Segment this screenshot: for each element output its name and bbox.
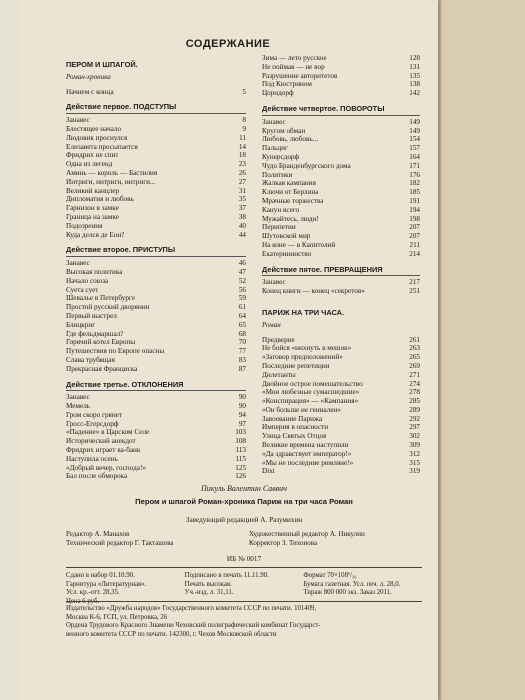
toc-entry-page: 154 bbox=[409, 135, 420, 144]
toc-entry-page: 315 bbox=[409, 458, 420, 467]
toc-entry-title: Ключи от Берлина bbox=[262, 188, 319, 197]
toc-entry bbox=[262, 415, 420, 424]
toc-entry-page: 64 bbox=[238, 311, 246, 320]
toc-entry bbox=[262, 162, 420, 171]
editorial-credits bbox=[66, 530, 422, 548]
toc-entry-page: 278 bbox=[409, 388, 420, 397]
toc-entry-title: Любовь, любовь... bbox=[262, 135, 319, 144]
work-subtitle: Роман bbox=[262, 320, 281, 329]
toc-entry-page: 128 bbox=[409, 54, 420, 62]
toc-entry-page: 27 bbox=[238, 177, 246, 186]
toc-entry-page: 198 bbox=[409, 214, 420, 223]
toc-entry bbox=[262, 423, 420, 432]
print-detail: Гарнитура «Литературная». bbox=[66, 580, 147, 588]
chief-editor: Заведующий редакцией А. Разумихин bbox=[185, 516, 303, 524]
toc-entry-title: Цорндорф bbox=[262, 89, 294, 98]
toc-entry-title: Занавес bbox=[66, 116, 90, 125]
toc-entry bbox=[66, 125, 246, 134]
toc-entry bbox=[262, 353, 420, 362]
toc-entry-page: 31 bbox=[238, 186, 246, 195]
toc-entry-page: 176 bbox=[409, 170, 420, 179]
toc-entry-page: 52 bbox=[238, 276, 246, 285]
author-name: Пикуль Валентин Саввич bbox=[201, 484, 287, 493]
toc-entry-page: 142 bbox=[409, 89, 420, 98]
toc-entry-title: Не поймав — не вор bbox=[262, 62, 325, 71]
toc-entry-title: Канун всего bbox=[262, 205, 300, 214]
toc-entry-title: Кунерсдорф bbox=[262, 152, 300, 161]
toc-entry bbox=[66, 365, 246, 374]
toc-entry-page: 47 bbox=[238, 267, 246, 276]
toc-entry-title: Прекрасная Франциска bbox=[66, 364, 138, 373]
toc-entry-page: 182 bbox=[409, 179, 420, 188]
toc-entry-title: Фридрих не спит bbox=[66, 151, 119, 160]
toc-entry-title: Аминь — король — Бастилия bbox=[66, 168, 158, 177]
toc-entry-title: Гарнизон в замке bbox=[66, 204, 119, 213]
toc-entry-title: Политики bbox=[262, 170, 293, 179]
toc-entry bbox=[66, 151, 246, 160]
book-page bbox=[18, 0, 438, 700]
toc-entry-title: Елизавета просыпается bbox=[66, 142, 138, 151]
print-detail: Подписано в печать 11.11.90. bbox=[184, 572, 269, 579]
toc-entry-title: Двойное острое помешательство bbox=[262, 379, 363, 388]
toc-entry-page: 211 bbox=[409, 240, 420, 249]
toc-entry-page: 94 bbox=[238, 410, 246, 419]
toc-entry bbox=[66, 294, 246, 303]
toc-entry bbox=[66, 88, 246, 97]
work-title: ПЕРОМ И ШПАГОЙ. bbox=[66, 60, 138, 69]
toc-entry-title: Улица Святых Отцов bbox=[262, 432, 327, 441]
toc-entry-page: 115 bbox=[235, 454, 246, 463]
toc-entry-page: 70 bbox=[238, 338, 246, 347]
toc-entry-title: «Он больше не гениален» bbox=[262, 405, 342, 414]
section-heading: Действие первое. ПОДСТУПЫ bbox=[66, 103, 246, 114]
toc-entry-page: 185 bbox=[409, 188, 420, 197]
toc-entry-page: 285 bbox=[409, 397, 420, 406]
toc-entry bbox=[262, 188, 420, 197]
toc-entry-page: 269 bbox=[409, 361, 420, 370]
toc-entry-page: 171 bbox=[409, 161, 420, 170]
page-edge-right bbox=[438, 0, 525, 700]
toc-entry bbox=[262, 467, 420, 476]
toc-entry-page: 59 bbox=[238, 294, 246, 303]
publisher-line: Москва К-6, ГСП, ул. Петровка, 26 bbox=[66, 613, 168, 621]
toc-entry bbox=[66, 222, 246, 231]
toc-entry-page: 14 bbox=[238, 142, 246, 151]
contents-title: СОДЕРЖАНИЕ bbox=[185, 38, 271, 50]
toc-entry-title: Шевалье в Петербурге bbox=[66, 294, 135, 303]
publisher-line: Издательство «Дружба народов» Государственного комитета СССР по печати. 101409, bbox=[66, 605, 317, 612]
toc-entry bbox=[66, 428, 246, 437]
toc-entry-page: 214 bbox=[409, 249, 420, 258]
toc-entry-title: Исторический анекдот bbox=[66, 437, 136, 446]
toc-entry-page: 103 bbox=[235, 428, 246, 437]
toc-entry-page: 5 bbox=[242, 87, 246, 96]
toc-entry bbox=[262, 362, 420, 371]
toc-entry-title: «Добрый вечер, господа!» bbox=[66, 463, 146, 472]
toc-entry bbox=[66, 286, 246, 295]
toc-entry bbox=[262, 278, 420, 287]
toc-entry-page: 292 bbox=[409, 414, 420, 423]
print-detail: Сдано в набор 01.10.90. bbox=[66, 572, 135, 579]
toc-entry bbox=[262, 287, 420, 296]
toc-entry-title: Занавес bbox=[262, 117, 286, 126]
toc-entry-page: 131 bbox=[409, 62, 420, 71]
toc-entry bbox=[262, 241, 420, 250]
toc-entry-page: 302 bbox=[409, 432, 420, 441]
toc-entry bbox=[262, 171, 420, 180]
print-detail: Формат 70×108¹/₁₆ bbox=[303, 572, 357, 579]
toc-entry-page: 35 bbox=[238, 195, 246, 204]
toc-entry bbox=[262, 89, 420, 98]
toc-entry-title: Дипломатия и любовь bbox=[66, 195, 134, 204]
toc-entry bbox=[66, 402, 246, 411]
toc-entry-title: Подозрения bbox=[66, 221, 103, 230]
toc-entry bbox=[66, 277, 246, 286]
toc-entry-page: 65 bbox=[238, 320, 246, 329]
toc-entry bbox=[262, 63, 420, 72]
credit-line: Художественный редактор А. Никулин bbox=[249, 530, 365, 538]
toc-entry bbox=[262, 144, 420, 153]
toc-entry-page: 26 bbox=[238, 168, 246, 177]
toc-entry-title: На коне — в Капитолий bbox=[262, 240, 336, 249]
toc-entry-title: Занавес bbox=[66, 259, 90, 268]
toc-entry-page: 68 bbox=[238, 329, 246, 338]
toc-entry bbox=[66, 268, 246, 277]
toc-entry-title: Не бойся «нихнуть в мешок» bbox=[262, 344, 352, 353]
toc-entry-title: Гром скоро грянет bbox=[66, 410, 123, 419]
toc-entry-page: 138 bbox=[409, 80, 420, 89]
toc-entry-page: 38 bbox=[238, 212, 246, 221]
toc-entry-page: 251 bbox=[409, 287, 420, 296]
toc-entry-title: Мужайтесь, люди! bbox=[262, 214, 319, 223]
print-detail: Усл. кр.-отт. 28,35. bbox=[66, 589, 120, 597]
toc-entry-title: Горячий котел Европы bbox=[66, 338, 136, 347]
toc-entry-title: Последние репетиции bbox=[262, 361, 330, 370]
toc-entry-page: 207 bbox=[409, 223, 420, 232]
divider bbox=[66, 601, 422, 602]
toc-entry bbox=[66, 259, 246, 268]
toc-entry-title: Интриги, интриги, интриги... bbox=[66, 177, 156, 186]
toc-entry bbox=[262, 232, 420, 241]
page-gutter bbox=[438, 0, 441, 700]
toc-entry-title: Чудо Бранденбургского дома bbox=[262, 161, 351, 170]
toc-entry-page: 319 bbox=[409, 467, 420, 476]
toc-entry-page: 9 bbox=[242, 124, 246, 133]
credit-line: Редактор А. Манахов bbox=[66, 530, 130, 538]
toc-entry bbox=[262, 250, 420, 259]
toc-entry-title: Наступила осень bbox=[66, 454, 118, 463]
spacer bbox=[262, 296, 420, 302]
toc-entry-page: 265 bbox=[409, 353, 420, 362]
toc-entry bbox=[262, 135, 420, 144]
toc-entry-title: Блицкриг bbox=[66, 320, 96, 329]
toc-entry-title: Империя в опасности bbox=[262, 423, 329, 432]
toc-entry-page: 309 bbox=[409, 441, 420, 450]
toc-entry bbox=[66, 437, 246, 446]
work-title: ПАРИЖ НА ТРИ ЧАСА. bbox=[262, 307, 345, 317]
toc-entry-title: «Мы не последние римляне!» bbox=[262, 458, 354, 467]
toc-entry-page: 274 bbox=[409, 379, 420, 388]
toc-entry-page: 191 bbox=[409, 196, 420, 205]
toc-entry-title: Людовик проснулся bbox=[66, 133, 128, 142]
toc-entry bbox=[262, 388, 420, 397]
toc-right-column bbox=[262, 54, 420, 476]
print-detail: Цена 6 руб. bbox=[66, 597, 100, 605]
toc-entry-page: 11 bbox=[239, 133, 246, 142]
toc-entry-title: Предверие bbox=[262, 335, 295, 344]
toc-entry bbox=[66, 187, 246, 196]
toc-entry-page: 126 bbox=[235, 472, 246, 481]
toc-entry-page: 113 bbox=[235, 446, 246, 455]
toc-entry-title: Екатерининство bbox=[262, 249, 312, 258]
toc-entry-page: 90 bbox=[238, 402, 246, 411]
toc-entry bbox=[262, 432, 420, 441]
toc-entry-title: Жалкая кампания bbox=[262, 179, 316, 188]
toc-entry-title: Мрачные торжества bbox=[262, 196, 324, 205]
toc-entry bbox=[66, 312, 246, 321]
toc-entry-title: Разрушение авторитетов bbox=[262, 71, 338, 80]
toc-entry-title: «Да здравствует император!» bbox=[262, 449, 352, 458]
toc-entry bbox=[262, 406, 420, 415]
section-heading: Действие четвертое. ПОВОРОТЫ bbox=[262, 105, 420, 116]
publisher-line: Ордена Трудового Красного Знамени Чеховский полиграфический комбинат Государст- bbox=[66, 622, 321, 630]
toc-entry bbox=[262, 380, 420, 389]
divider bbox=[66, 567, 422, 568]
toc-entry-page: 108 bbox=[235, 437, 246, 446]
print-detail: Уч.-изд. л. 31,11. bbox=[184, 589, 234, 597]
toc-entry-page: 77 bbox=[238, 347, 246, 356]
publisher-info bbox=[66, 605, 422, 639]
toc-entry-title: «Мои любезные сумасшедшие» bbox=[262, 388, 360, 397]
toc-entry bbox=[66, 303, 246, 312]
toc-entry-title: «Заговор предположений» bbox=[262, 353, 343, 362]
toc-entry-page: 312 bbox=[409, 449, 420, 458]
toc-entry-page: 90 bbox=[238, 393, 246, 402]
toc-entry-page: 23 bbox=[238, 160, 246, 169]
toc-entry-title: Завоевание Парижа bbox=[262, 414, 323, 423]
publisher-line: венного комитета СССР по печати. 142300, г. Чехов Московской области bbox=[66, 630, 277, 638]
toc-entry bbox=[66, 195, 246, 204]
toc-entry bbox=[262, 179, 420, 188]
toc-entry bbox=[262, 72, 420, 81]
toc-entry-title: Шутовской мир bbox=[262, 232, 311, 241]
toc-entry-title: Пальциг bbox=[262, 144, 288, 153]
toc-entry bbox=[262, 397, 420, 406]
toc-entry-title: Конец книги — конец «секретов» bbox=[262, 287, 365, 296]
toc-entry-title: Простой русский дворянин bbox=[66, 303, 150, 312]
toc-entry bbox=[66, 411, 246, 420]
toc-entry bbox=[66, 204, 246, 213]
work-subtitle: Роман-хроника bbox=[66, 72, 111, 81]
toc-entry-page: 149 bbox=[409, 126, 420, 135]
toc-entry bbox=[66, 321, 246, 330]
toc-entry-page: 207 bbox=[409, 232, 420, 241]
toc-entry-page: 61 bbox=[238, 303, 246, 312]
toc-entry-title: Суета сует bbox=[66, 285, 99, 294]
toc-entry-page: 164 bbox=[409, 152, 420, 161]
toc-entry bbox=[262, 118, 420, 127]
toc-entry bbox=[66, 446, 246, 455]
toc-entry bbox=[262, 336, 420, 345]
toc-entry-title: Кругом обман bbox=[262, 126, 306, 135]
toc-entry-title: Дилетанты bbox=[262, 370, 296, 379]
toc-entry-page: 46 bbox=[238, 259, 246, 268]
toc-entry-title: Высокая политика bbox=[66, 267, 123, 276]
toc-entry bbox=[262, 215, 420, 224]
toc-entry bbox=[66, 330, 246, 339]
toc-entry-page: 263 bbox=[409, 344, 420, 353]
toc-entry bbox=[262, 54, 420, 63]
toc-entry-title: Путешествия по Европе опасны bbox=[66, 347, 165, 356]
toc-entry bbox=[66, 356, 246, 365]
section-heading: Действие пятое. ПРЕВРАЩЕНИЯ bbox=[262, 266, 420, 277]
toc-entry-title: Фридрих играет ва-банк bbox=[66, 446, 141, 455]
toc-entry-title: Куда делся де Еон? bbox=[66, 230, 125, 239]
toc-entry bbox=[66, 143, 246, 152]
toc-entry-page: 149 bbox=[409, 117, 420, 126]
toc-entry bbox=[66, 134, 246, 143]
toc-entry bbox=[262, 441, 420, 450]
toc-entry-title: Бал после обморока bbox=[66, 472, 128, 481]
toc-entry-page: 44 bbox=[238, 230, 246, 239]
section-heading: Действие третье. ОТКЛОНЕНИЯ bbox=[66, 381, 246, 392]
toc-entry bbox=[66, 455, 246, 464]
book-titles: Пером и шпагой Роман-хроника Париж на три часа Роман bbox=[135, 497, 353, 506]
toc-entry-page: 8 bbox=[242, 116, 246, 125]
toc-entry-page: 135 bbox=[409, 71, 420, 80]
toc-entry bbox=[262, 206, 420, 215]
toc-entry bbox=[66, 472, 246, 481]
toc-entry-page: 217 bbox=[409, 278, 420, 287]
credit-line: Технический редактор Г. Такташова bbox=[66, 539, 174, 547]
toc-entry-title: «Конспирация» — «Кампания» bbox=[262, 397, 359, 406]
toc-entry-title: Начнем с конца bbox=[66, 87, 114, 96]
toc-entry-page: 97 bbox=[238, 419, 246, 428]
toc-entry-title: Блестящее начало bbox=[66, 124, 122, 133]
toc-entry bbox=[262, 127, 420, 136]
toc-entry bbox=[262, 80, 420, 89]
toc-entry-page: 261 bbox=[409, 335, 420, 344]
toc-entry-title: Dixi bbox=[262, 467, 275, 476]
toc-entry-title: Под Кюстрином bbox=[262, 80, 312, 89]
toc-entry bbox=[262, 450, 420, 459]
ib-number: ИБ № 0017 bbox=[226, 555, 262, 563]
section-heading: Действие второе. ПРИСТУПЫ bbox=[66, 246, 246, 257]
toc-entry bbox=[66, 169, 246, 178]
toc-entry bbox=[66, 116, 246, 125]
toc-entry-page: 87 bbox=[238, 364, 246, 373]
toc-entry-title: Перипетии bbox=[262, 223, 296, 232]
toc-entry-title: Занавес bbox=[262, 278, 286, 287]
toc-entry bbox=[262, 153, 420, 162]
toc-entry bbox=[66, 213, 246, 222]
toc-entry-title: Гросс-Егерсдорф bbox=[66, 419, 119, 428]
toc-entry-title: Занавес bbox=[66, 393, 90, 402]
toc-entry-page: 37 bbox=[238, 204, 246, 213]
toc-entry bbox=[66, 338, 246, 347]
print-detail: Печать высокая. bbox=[184, 580, 232, 588]
toc-entry bbox=[262, 371, 420, 380]
toc-entry bbox=[66, 160, 246, 169]
toc-entry-title: «Падение» в Царском Селе bbox=[66, 428, 150, 437]
toc-entry-page: 297 bbox=[409, 423, 420, 432]
toc-entry-page: 271 bbox=[409, 370, 420, 379]
print-detail: Бумага газетная. Усл. печ. л. 28,0. bbox=[303, 580, 401, 588]
toc-entry bbox=[66, 420, 246, 429]
toc-entry-title: Первый выстрел bbox=[66, 311, 117, 320]
toc-entry-page: 289 bbox=[409, 405, 420, 414]
toc-entry-title: Великий канцлер bbox=[66, 186, 120, 195]
toc-entry bbox=[66, 231, 246, 240]
toc-entry-title: Зима — лето русское bbox=[262, 54, 327, 62]
print-detail: Тираж 800 000 экз. Заказ 2011. bbox=[303, 589, 392, 597]
toc-left-column bbox=[66, 54, 246, 481]
toc-entry-title: Одна из легенд bbox=[66, 160, 113, 169]
toc-entry-page: 83 bbox=[238, 355, 246, 364]
toc-entry-title: Начало союза bbox=[66, 276, 109, 285]
toc-entry-page: 18 bbox=[238, 151, 246, 160]
toc-entry bbox=[66, 178, 246, 187]
toc-entry-page: 56 bbox=[238, 285, 246, 294]
toc-entry-title: Великие времена наступили bbox=[262, 441, 349, 450]
toc-entry-page: 125 bbox=[235, 463, 246, 472]
toc-entry bbox=[262, 197, 420, 206]
credit-line: Корректор З. Тихонова bbox=[249, 539, 318, 547]
toc-entry bbox=[66, 347, 246, 356]
toc-entry-page: 157 bbox=[409, 144, 420, 153]
toc-entry-page: 194 bbox=[409, 205, 420, 214]
toc-entry bbox=[262, 344, 420, 353]
toc-entry-title: Где фельдмаршал? bbox=[66, 329, 124, 338]
toc-entry bbox=[66, 464, 246, 473]
toc-entry-title: Мемель bbox=[66, 402, 91, 411]
toc-entry-title: Граница на замке bbox=[66, 212, 119, 221]
toc-entry bbox=[66, 393, 246, 402]
toc-entry-page: 40 bbox=[238, 221, 246, 230]
toc-entry-title: Слава трубящая bbox=[66, 355, 115, 364]
toc-entry bbox=[262, 459, 420, 468]
toc-entry bbox=[262, 223, 420, 232]
